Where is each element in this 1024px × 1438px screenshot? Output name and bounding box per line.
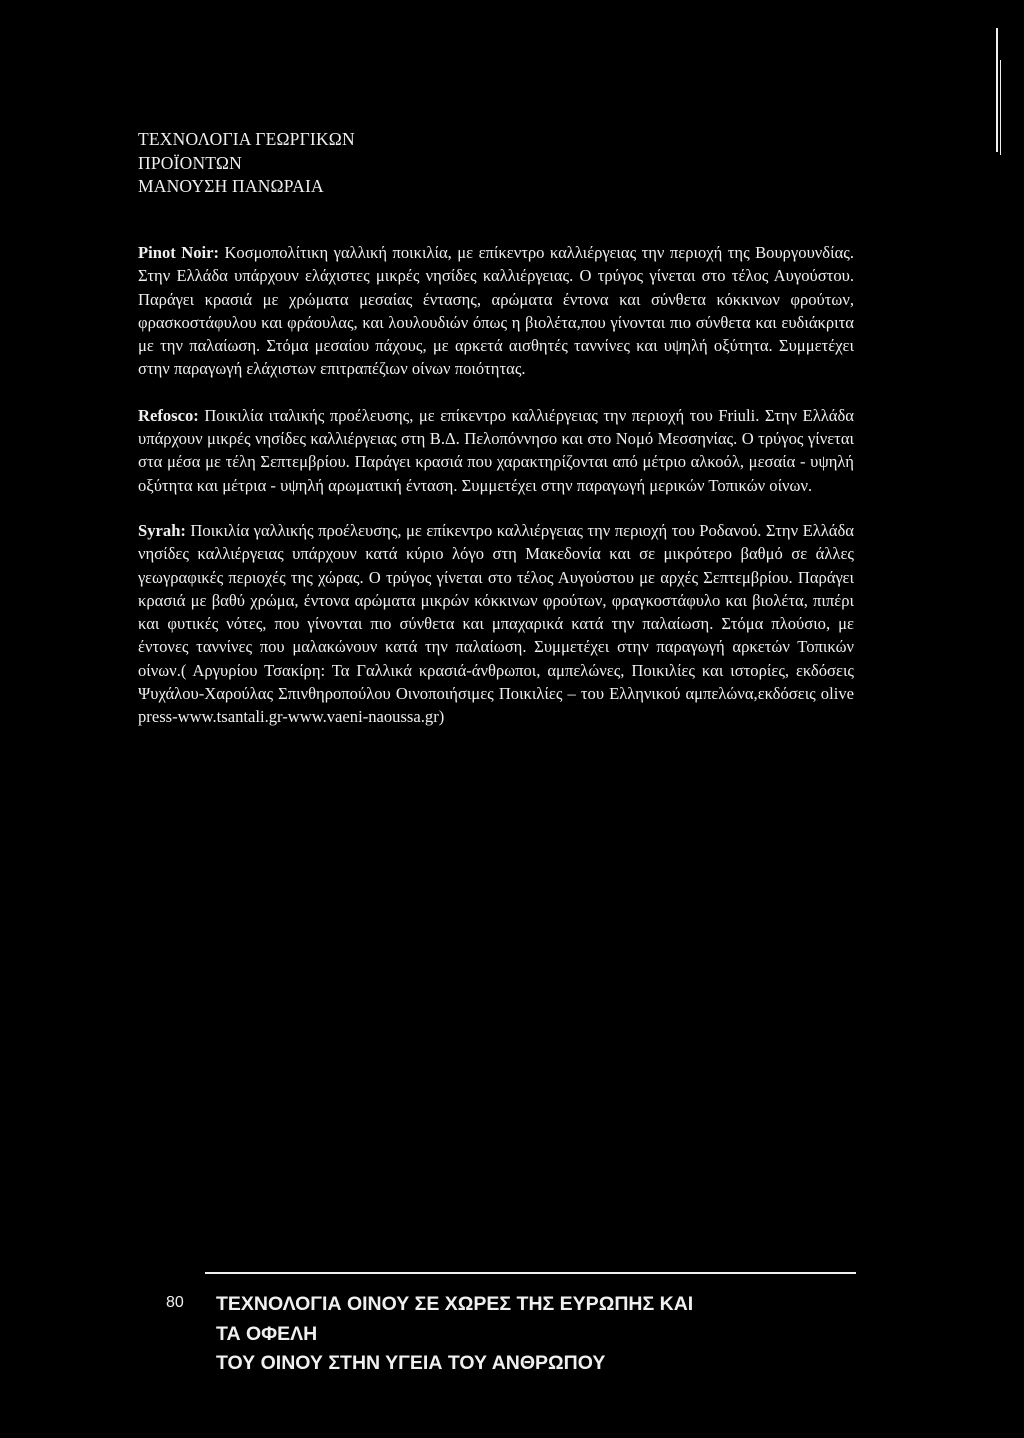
paragraph-pinot-noir bbox=[138, 241, 854, 381]
footer-title-line: ΤΟΥ ΟΙΝΟΥ ΣΤΗΝ ΥΓΕΙΑ ΤΟΥ ΑΝΘΡΩΠΟΥ bbox=[216, 1352, 606, 1374]
header-line: ΠΡΟΪΟΝΤΩΝ bbox=[138, 152, 242, 173]
paragraph-syrah bbox=[138, 519, 854, 729]
document-body bbox=[138, 241, 854, 729]
variety-name: Refosco: bbox=[138, 405, 199, 425]
variety-name: Syrah: bbox=[138, 520, 186, 540]
footer-title bbox=[216, 1290, 693, 1379]
variety-description: Ποικιλία γαλλικής προέλευσης, με επίκεντρο καλλιέργειας την περιοχή του Ροδανού. Στην Ελλάδα νησίδες καλλιέργειας υπάρχουν κατά κύριο λόγο στη Μακεδονία και σε μικρότερο βαθμό σε άλλες γεωγραφικές περιοχές της χώρας. Ο τρύγος γίνεται στο τέλος Αυγούστου με αρχές Σεπτεμβρίου. Παράγει κρασιά με βαθύ χρώμα, έντονα αρώματα μικρών κόκκινων φρούτων, φραγκοστάφυλο και βιολέτα, πιπέρι και φυτικές νότες, που γίνονται πιο σύνθετα και μπαχαρικά κατά την παλαίωση. Στόμα πλούσιο, με έντονες ταννίνες που μαλακώνουν κατά την παλαίωση. Συμμετέχει στην παραγωγή αρκετών Τοπικών οίνων.( Αργυρίου Τσακίρη: Τα Γαλλικά κρασιά-άνθρωποι, αμπελώνες, Ποικιλίες και ιστορίες, εκδόσεις Ψυχάλου-Χαρούλας Σπινθηροπούλου Οινοποιήσιμες Ποικιλίες – του Ελληνικού αμπελώνα,εκδόσεις olive press-www.tsantali.gr-www.vaeni-naoussa.gr) bbox=[138, 520, 854, 727]
variety-description: Κοσμοπολίτικη γαλλική ποικιλία, με επίκεντρο καλλιέργειας την περιοχή της Βουργουνδίας. Στην Ελλάδα υπάρχουν ελάχιστες μικρές νησίδες καλλιέργειας. Ο τρύγος γίνεται στο τέλος Αυγούστου. Παράγει κρασιά με χρώματα μεσαίας έντασης, αρώματα έντονα και σύνθετα κόκκινων φρούτων, φρασκοστάφυλου και φράουλας, και λουλουδιών όπως η βιολέτα,που γίνονται πιο σύνθετα και ευδιάκριτα με την παλαίωση. Στόμα μεσαίου πάχους, με αρκετά αισθητές ταννίνες και υψηλή οξύτητα. Συμμετέχει στην παραγωγή ελάχιστων επιτραπέζιων οίνων ποιότητας. bbox=[138, 243, 854, 379]
scan-edge-line bbox=[996, 28, 998, 152]
header-line: ΜΑΝΟΥΣΗ ΠΑΝΩΡΑΙΑ bbox=[138, 176, 324, 196]
paragraph-refosco bbox=[138, 404, 854, 497]
footer-title-line: ΤΕΧΝΟΛΟΓΙΑ ΟΙΝΟΥ ΣΕ ΧΩΡΕΣ ΤΗΣ ΕΥΡΩΠΗΣ ΚΑΙ bbox=[216, 1293, 694, 1315]
footer-title-line: ΤΑ ΟΦΕΛΗ bbox=[216, 1322, 318, 1345]
scan-edge-line bbox=[1000, 60, 1001, 155]
document-header bbox=[138, 128, 355, 199]
header-line: ΤΕΧΝΟΛΟΓΙΑ ΓΕΩΡΓΙΚΩΝ bbox=[138, 129, 355, 149]
footer-divider bbox=[205, 1272, 856, 1274]
variety-name: Pinot Noir: bbox=[138, 243, 220, 262]
variety-description: Ποικιλία ιταλικής προέλευσης, με επίκεντρο καλλιέργειας την περιοχή του Friuli. Στην Ελλάδα υπάρχουν μικρές νησίδες καλλιέργειας στη Β.Δ. Πελοπόννησο και στο Νομό Μεσσηνίας. Ο τρύγος γίνεται στα μέσα με τέλη Σεπτεμβρίου. Παράγει κρασιά που χαρακτηρίζονται από μέτριο αλκοόλ, μεσαία - υψηλή οξύτητα και μέτρια - υψηλή αρωματική ένταση. Συμμετέχει στην παραγωγή μερικών Τοπικών οίνων. bbox=[138, 405, 854, 495]
page-number: 80 bbox=[166, 1294, 184, 1311]
